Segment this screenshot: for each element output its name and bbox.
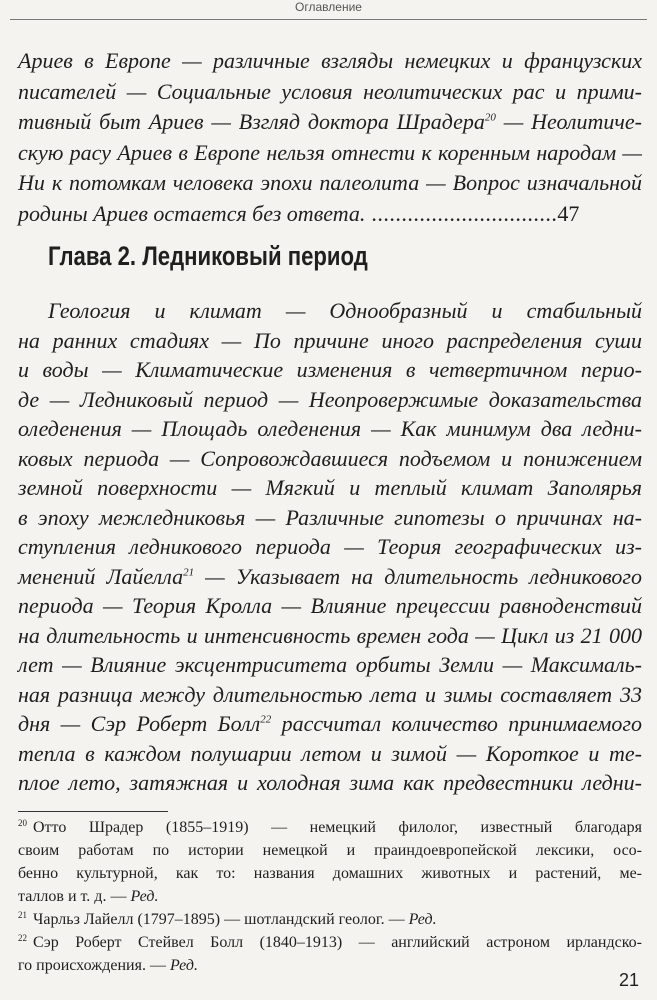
text-line: Ни к потомкам человека эпохи палеолита — Вопрос изначальной	[18, 170, 642, 195]
dot-leader: ...............................	[365, 200, 558, 226]
text-line: на длительность и интенсивность времен года — Цикл из 21 000	[18, 622, 642, 648]
text-line: на ранних стадиях — По причине иного распределения суши	[18, 327, 642, 353]
text-line: ная разница между длительностью лета и зимы составляет 33	[18, 681, 642, 707]
text-line: ступления ледникового периода — Теория географических из-	[18, 534, 642, 559]
text-line: плое лето, затяжная и холодная зима как предвестники ледни-	[18, 770, 642, 795]
text-line: и воды — Климатические изменения в четвертичном перио-	[18, 357, 642, 382]
text-line: дня — Сэр Роберт Болл$^{22}$ рассчитал количество принимаемого	[18, 711, 642, 736]
text-line: тивный быт Ариев — Взгляд доктора Шрадера$^{20}$ — Неолитиче-	[18, 109, 642, 134]
page-number-ref: 47	[557, 200, 580, 226]
text-line: менений Лайелла$^{21}$ — Указывает на длительность ледникового	[18, 563, 642, 589]
text-line: родины Ариев остается без ответа. ...............................47	[18, 200, 580, 226]
text-line: в эпоху межледниковья — Различные гипотезы о причинах на-	[18, 504, 642, 530]
footnote-ref-22: 22	[260, 713, 272, 726]
running-head: Оглавление	[295, 0, 362, 14]
footnote-20: $^{20}$ Отто Шрадер (1855–1919) — немецкий филолог, известный благодаря	[18, 817, 642, 836]
text-line: земной поверхности — Мягкий и теплый климат Заполярья	[18, 475, 642, 500]
footnote-line: го происхождения. — Ред.	[18, 957, 198, 974]
running-head-rule	[10, 19, 647, 20]
footnote-line: бенно культурной, как то: названия домашних животных и растений, ме-	[18, 865, 642, 882]
text-line: тепла в каждом полушарии летом и зимой — Короткое и те-	[18, 740, 642, 766]
chapter-heading: Глава 2. Ледниковый период	[48, 241, 368, 271]
text-line: оледенения — Площадь оледенения — Как минимум два ледни-	[18, 416, 642, 441]
footnote-21: $^{21}$ Чарльз Лайелл (1797–1895) — шотландский геолог. — Ред.	[18, 909, 437, 928]
text-line: скую расу Ариев в Европе нельзя отнести к коренным народам —	[18, 139, 642, 165]
footnote-line: таллов и т. д. — Ред.	[18, 888, 159, 905]
footnote-ref-21: 21	[183, 566, 195, 579]
text-line: лет — Влияние эксцентриситета орбиты Земли — Максималь-	[18, 652, 642, 677]
page-number: 21	[618, 970, 639, 990]
footnote-line: своим работам по истории немецкой и праиндоевропейской лексики, осо-	[18, 842, 642, 859]
footnote-ref-20: 20	[484, 111, 496, 124]
text-line: де — Ледниковый период — Неопровержимые доказательства	[18, 386, 642, 412]
text-line: Геология и климат — Однообразный и стабильный	[48, 298, 642, 323]
text-line: ковых периода — Сопровождавшиеся подъемом и понижением	[18, 445, 642, 471]
text-line: периода — Теория Кролла — Влияние прецессии равноденствий	[18, 593, 642, 618]
text-line: Ариев в Европе — различные взгляды немецких и французских	[18, 48, 642, 73]
text-line: писателей — Социальные условия неолитических рас и прими-	[18, 78, 642, 104]
footnote-22: $^{22}$ Сэр Роберт Стейвел Болл (1840–1913) — английский астроном ирландско-	[18, 932, 642, 951]
footnote-rule	[18, 811, 168, 812]
